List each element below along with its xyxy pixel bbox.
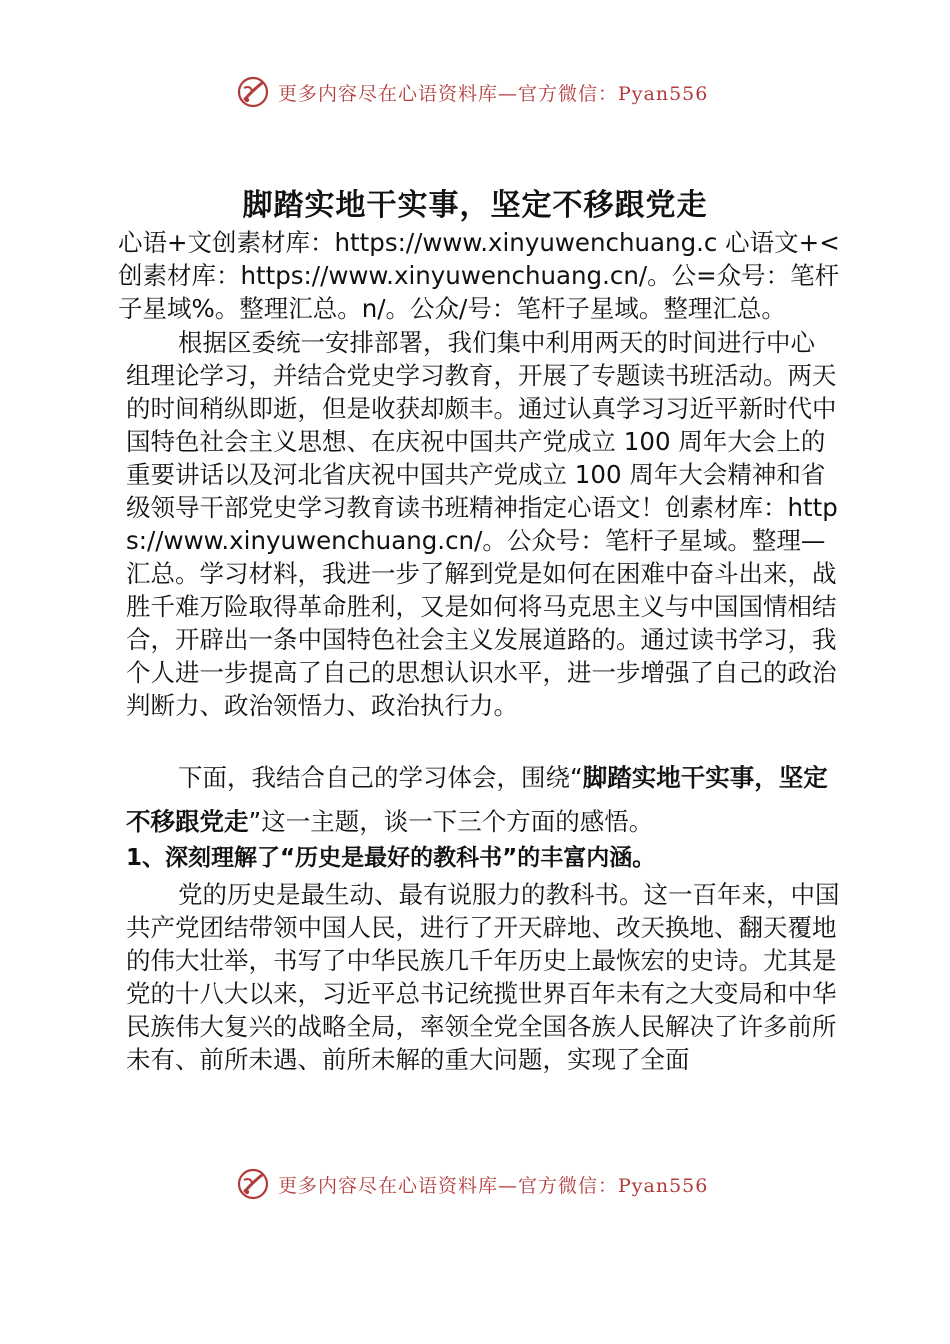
body-paragraph-3: 党的历史是最生动、最有说服力的教科书。这一百年来，中国共产党团结带领中国人民，进行了开天辟地、改天换地、翻天覆地的伟大壮举，书写了中华民族几千年历史上最恢宏的史诗。尤其是党的十八大以来，习近平总书记统揽世界百年未有之大变局和中华民族伟大复兴的战略全局，率领全党全国各族人民解决了许多前所未有、前所未遇、前所未解的重大问题，实现了全面 <box>126 880 840 1074</box>
body-paragraph-2 <box>126 756 846 844</box>
calligraphy-brush-icon <box>236 75 270 109</box>
paragraph-2-tail: ”这一主题，谈一下三个方面的感悟。 <box>248 807 654 836</box>
section-heading-1: 1、深刻理解了“历史是最好的教科书”的丰富内涵。 <box>126 845 656 871</box>
calligraphy-brush-icon <box>236 1167 270 1201</box>
source-note: 心语+文创素材库：https://www.xinyuwenchuang.c 心语文+<创素材库：https://www.xinyuwenchuang.cn/。公=众号：笔杆子星域%。整理汇总。n/。公众/号：笔杆子星域。整理汇总。 <box>118 228 840 323</box>
document-title: 脚踏实地干实事，坚定不移跟党走 <box>242 188 708 223</box>
paragraph-2-lead: 下面，我结合自己的学习体会，围绕“ <box>178 763 583 792</box>
body-paragraph-1: 根据区委统一安排部署，我们集中利用两天的时间进行中心组理论学习，并结合党史学习教育，开展了专题读书班活动。两天的时间稍纵即逝，但是收获却颇丰。通过认真学习习近平新时代中国特色社会主义思想、在庆祝中国共产党成立 100 周年大会上的重要讲话以及河北省庆祝中国共产党成立 100 周年大会精神和省级领导干部党史学习教育读书班精神指定心语文！创素材库：https://www.xinyuwenchuang.cn/。公众号：笔杆子星域。整理—汇总。学习材料，我进一步了解到党是如何在困难中奋斗出来，战胜千难万险取得革命胜利，又是如何将马克思主义与中国国情相结合，开辟出一条中国特色社会主义发展道路的。通过读书学习，我个人进一步提高了自己的思想认识水平，进一步增强了自己的政治判断力、政治领悟力、政治执行力。 <box>126 328 838 720</box>
footer-banner <box>236 1166 756 1202</box>
banner-text: 更多内容尽在心语资料库—官方微信：Pyan556 <box>278 1174 709 1197</box>
banner-text: 更多内容尽在心语资料库—官方微信：Pyan556 <box>278 82 709 105</box>
header-banner <box>236 74 756 110</box>
paragraph-2-bold-theme: 脚踏实地干实事，坚定不移跟党走 <box>126 763 828 836</box>
